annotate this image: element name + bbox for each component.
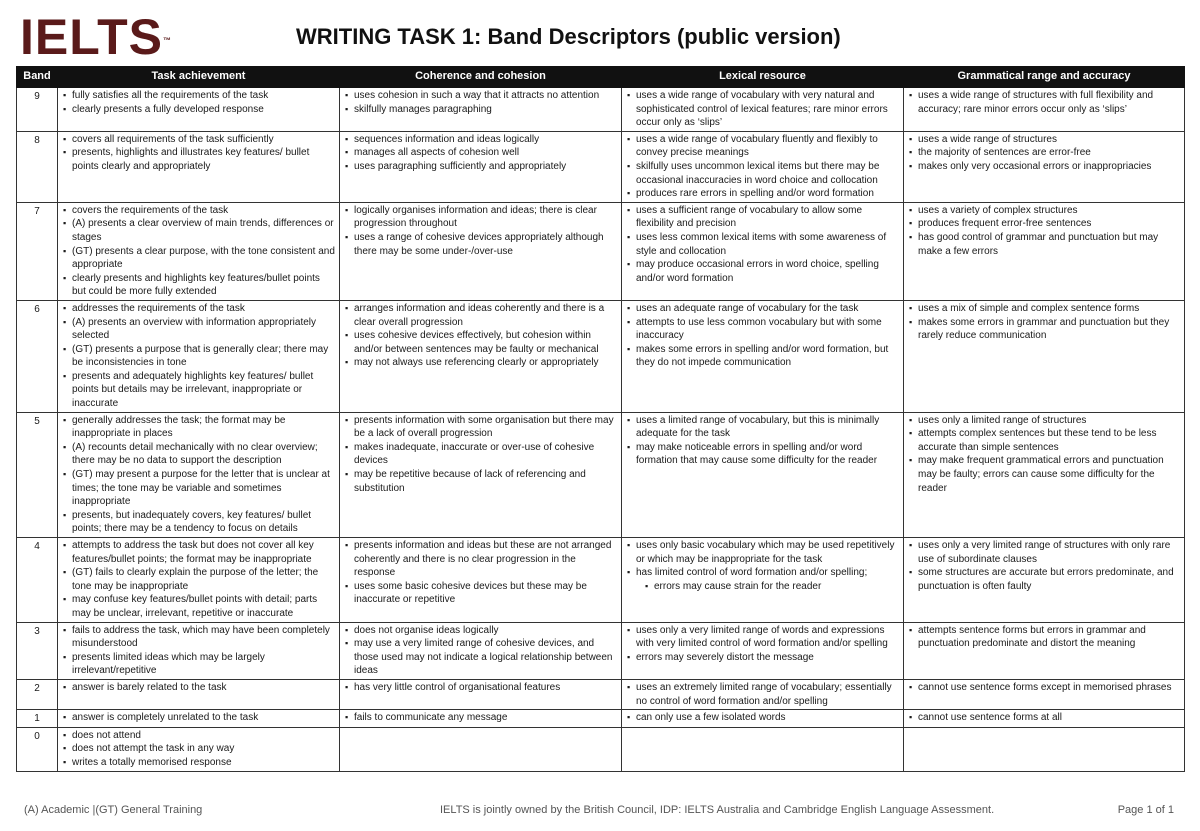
descriptor-item: ▪ presents information and ideas but these are not arranged coherently and there is no clear progression in the response (354, 539, 617, 580)
task-achievement-cell (58, 679, 340, 709)
descriptor-item: ▪ generally addresses the task; the format may be inappropriate in places (72, 414, 335, 441)
descriptor-item: ▪ fails to communicate any message (354, 711, 617, 725)
header-task-achievement: Task achievement (58, 67, 340, 88)
descriptor-item: ▪ uses only a limited range of structures (918, 414, 1180, 428)
descriptor-item: ▪ uses some basic cohesive devices but these may be inaccurate or repetitive (354, 580, 617, 607)
descriptor-item: ▪ the majority of sentences are error-free (918, 146, 1180, 160)
descriptor-item: ▪ produces rare errors in spelling and/or word formation (636, 187, 899, 201)
descriptor-item: ▪ uses only basic vocabulary which may be used repetitively or which may be inappropriate for the task (636, 539, 899, 566)
descriptor-item: ▪ may make frequent grammatical errors and punctuation may be faulty; errors can cause some difficulty for the reader (918, 454, 1180, 495)
descriptor-item: ▪ makes some errors in grammar and punctuation but they rarely reduce communication (918, 316, 1180, 343)
descriptor-item: ▪ clearly presents a fully developed response (72, 103, 335, 117)
descriptor-item: ▪ manages all aspects of cohesion well (354, 146, 617, 160)
task-achievement-cell (58, 710, 340, 728)
descriptor-item: ▪ attempts to address the task but does not cover all key features/bullet points; the format may be inappropriate (72, 539, 335, 566)
descriptor-item: ▪ uses an extremely limited range of vocabulary; essentially no control of word formation and/or spelling (636, 681, 899, 708)
table-row (17, 300, 1185, 412)
lexical-resource-cell (622, 412, 904, 537)
task-achievement-cell (58, 538, 340, 623)
table-row (17, 202, 1185, 300)
descriptor-item: ▪ may not always use referencing clearly or appropriately (354, 356, 617, 370)
descriptor-item: ▪ attempts complex sentences but these tend to be less accurate than simple sentences (918, 427, 1180, 454)
descriptor-item: ▪ skilfully manages paragraphing (354, 103, 617, 117)
descriptor-item: ▪ presents limited ideas which may be largely irrelevant/repetitive (72, 651, 335, 678)
descriptor-item: ▪ sequences information and ideas logically (354, 133, 617, 147)
descriptor-item: ▪ answer is completely unrelated to the task (72, 711, 335, 725)
coherence-cohesion-cell (340, 622, 622, 679)
task-achievement-cell (58, 412, 340, 537)
table-row (17, 727, 1185, 771)
descriptor-item: ▪ cannot use sentence forms at all (918, 711, 1180, 725)
coherence-cohesion-cell (340, 538, 622, 623)
descriptor-item: ▪ has limited control of word formation and/or spelling; (636, 566, 899, 580)
descriptor-item: ▪ can only use a few isolated words (636, 711, 899, 725)
grammatical-range-cell (904, 622, 1185, 679)
header-coherence-cohesion: Coherence and cohesion (340, 67, 622, 88)
descriptor-item: ▪ makes inadequate, inaccurate or over-use of cohesive devices (354, 441, 617, 468)
coherence-cohesion-cell (340, 412, 622, 537)
descriptor-item: ▪ uses a wide range of vocabulary with very natural and sophisticated control of lexical features; rare minor errors occur only as ‘slips’ (636, 89, 899, 130)
page-title: WRITING TASK 1: Band Descriptors (public version) (296, 24, 841, 49)
descriptor-item: ▪ fully satisfies all the requirements of the task (72, 89, 335, 103)
descriptor-item: ▪ uses an adequate range of vocabulary for the task (636, 302, 899, 316)
lexical-resource-cell (622, 88, 904, 132)
coherence-cohesion-cell (340, 679, 622, 709)
descriptor-item: ▪ presents, but inadequately covers, key features/ bullet points; there may be a tendency to focus on details (72, 509, 335, 536)
lexical-resource-cell (622, 727, 904, 771)
descriptor-item: ▪ may use a very limited range of cohesive devices, and those used may not indicate a logical relationship between ideas (354, 637, 617, 678)
descriptor-item: ▪ uses only a very limited range of words and expressions with very limited control of word formation and/or spelling (636, 624, 899, 651)
descriptor-item: ▪ cannot use sentence forms except in memorised phrases (918, 681, 1180, 695)
header-band: Band (17, 67, 58, 88)
band-score: 4 (17, 538, 58, 623)
footer-page-number: Page 1 of 1 (1117, 804, 1174, 816)
descriptor-item: ▪ (GT) presents a clear purpose, with the tone consistent and appropriate (72, 245, 335, 272)
descriptor-item: ▪ uses a mix of simple and complex sentence forms (918, 302, 1180, 316)
coherence-cohesion-cell (340, 710, 622, 728)
table-row (17, 622, 1185, 679)
lexical-resource-cell (622, 538, 904, 623)
lexical-resource-cell (622, 300, 904, 412)
grammatical-range-cell (904, 88, 1185, 132)
descriptor-item: ▪ has good control of grammar and punctuation but may make a few errors (918, 231, 1180, 258)
table-header-row (17, 67, 1185, 88)
descriptor-item: ▪ skilfully uses uncommon lexical items but there may be occasional inaccuracies in word choice and collocation (636, 160, 899, 187)
footer-legend: (A) Academic |(GT) General Training (24, 804, 203, 816)
band-score: 2 (17, 679, 58, 709)
table-row (17, 88, 1185, 132)
descriptor-item: ▪ arranges information and ideas coherently and there is a clear overall progression (354, 302, 617, 329)
descriptor-sub-item: ▪ errors may cause strain for the reader (636, 580, 899, 594)
descriptor-item: ▪ uses a wide range of vocabulary fluently and flexibly to convey precise meanings (636, 133, 899, 160)
descriptor-item: ▪ covers the requirements of the task (72, 204, 335, 218)
table-row (17, 131, 1185, 202)
task-achievement-cell (58, 88, 340, 132)
descriptor-item: ▪ attempts to use less common vocabulary but with some inaccuracy (636, 316, 899, 343)
descriptor-item: ▪ uses a wide range of structures with full flexibility and accuracy; rare minor errors occur only as ‘slips’ (918, 89, 1180, 116)
grammatical-range-cell (904, 412, 1185, 537)
band-score: 8 (17, 131, 58, 202)
grammatical-range-cell (904, 710, 1185, 728)
descriptor-item: ▪ presents information with some organisation but there may be a lack of overall progression (354, 414, 617, 441)
band-descriptors-table (16, 66, 1185, 772)
descriptor-item: ▪ makes some errors in spelling and/or word formation, but they do not impede communication (636, 343, 899, 370)
descriptor-item: ▪ may make noticeable errors in spelling and/or word formation that may cause some difficulty for the reader (636, 441, 899, 468)
grammatical-range-cell (904, 202, 1185, 300)
descriptor-item: ▪ covers all requirements of the task sufficiently (72, 133, 335, 147)
descriptor-item: ▪ may produce occasional errors in word choice, spelling and/or word formation (636, 258, 899, 285)
descriptor-item: ▪ attempts sentence forms but errors in grammar and punctuation predominate and distort the meaning (918, 624, 1180, 651)
header-lexical-resource: Lexical resource (622, 67, 904, 88)
band-score: 7 (17, 202, 58, 300)
descriptor-item: ▪ (GT) may present a purpose for the letter that is unclear at times; the tone may be variable and sometimes inappropriate (72, 468, 335, 509)
table-row (17, 538, 1185, 623)
descriptor-item: ▪ has very little control of organisational features (354, 681, 617, 695)
descriptor-item: ▪ (A) recounts detail mechanically with no clear overview; there may be no data to support the description (72, 441, 335, 468)
band-score: 3 (17, 622, 58, 679)
task-achievement-cell (58, 300, 340, 412)
lexical-resource-cell (622, 679, 904, 709)
descriptor-item: ▪ writes a totally memorised response (72, 756, 335, 770)
task-achievement-cell (58, 202, 340, 300)
descriptor-item: ▪ errors may severely distort the message (636, 651, 899, 665)
descriptor-item: ▪ answer is barely related to the task (72, 681, 335, 695)
coherence-cohesion-cell (340, 131, 622, 202)
header-grammatical-range: Grammatical range and accuracy (904, 67, 1185, 88)
descriptor-item: ▪ produces frequent error-free sentences (918, 217, 1180, 231)
coherence-cohesion-cell (340, 88, 622, 132)
descriptor-item: ▪ clearly presents and highlights key features/bullet points but could be more fully extended (72, 272, 335, 299)
descriptor-item: ▪ makes only very occasional errors or inappropriacies (918, 160, 1180, 174)
grammatical-range-cell (904, 727, 1185, 771)
descriptor-item: ▪ presents and adequately highlights key features/ bullet points but details may be irrelevant, inappropriate or inaccurate (72, 370, 335, 411)
table-row (17, 412, 1185, 537)
descriptor-item: ▪ uses less common lexical items with some awareness of style and collocation (636, 231, 899, 258)
table-row (17, 679, 1185, 709)
descriptor-item: ▪ does not attempt the task in any way (72, 742, 335, 756)
descriptor-item: ▪ uses a range of cohesive devices appropriately although there may be some under-/over-use (354, 231, 617, 258)
coherence-cohesion-cell (340, 727, 622, 771)
lexical-resource-cell (622, 622, 904, 679)
descriptor-item: ▪ (GT) presents a purpose that is generally clear; there may be inconsistencies in tone (72, 343, 335, 370)
lexical-resource-cell (622, 710, 904, 728)
descriptor-item: ▪ some structures are accurate but errors predominate, and punctuation is often faulty (918, 566, 1180, 593)
descriptor-item: ▪ logically organises information and ideas; there is clear progression throughout (354, 204, 617, 231)
descriptor-item: ▪ fails to address the task, which may have been completely misunderstood (72, 624, 335, 651)
descriptor-item: ▪ uses only a very limited range of structures with only rare use of subordinate clauses (918, 539, 1180, 566)
descriptor-item: ▪ (A) presents an overview with information appropriately selected (72, 316, 335, 343)
coherence-cohesion-cell (340, 202, 622, 300)
descriptor-item: ▪ uses a wide range of structures (918, 133, 1180, 147)
descriptor-item: ▪ does not organise ideas logically (354, 624, 617, 638)
task-achievement-cell (58, 622, 340, 679)
descriptor-item: ▪ uses a variety of complex structures (918, 204, 1180, 218)
descriptor-item: ▪ presents, highlights and illustrates key features/ bullet points clearly and appropriately (72, 146, 335, 173)
grammatical-range-cell (904, 538, 1185, 623)
grammatical-range-cell (904, 679, 1185, 709)
descriptor-item: ▪ (GT) fails to clearly explain the purpose of the letter; the tone may be inappropriate (72, 566, 335, 593)
task-achievement-cell (58, 131, 340, 202)
descriptor-item: ▪ uses cohesive devices effectively, but cohesion within and/or between sentences may be faulty or mechanical (354, 329, 617, 356)
ielts-logo: IELTS™ (20, 9, 172, 65)
grammatical-range-cell (904, 300, 1185, 412)
descriptor-item: ▪ uses a limited range of vocabulary, but this is minimally adequate for the task (636, 414, 899, 441)
descriptor-item: ▪ (A) presents a clear overview of main trends, differences or stages (72, 217, 335, 244)
descriptor-item: ▪ addresses the requirements of the task (72, 302, 335, 316)
descriptor-item: ▪ may be repetitive because of lack of referencing and substitution (354, 468, 617, 495)
descriptor-item: ▪ uses a sufficient range of vocabulary to allow some flexibility and precision (636, 204, 899, 231)
descriptor-item: ▪ does not attend (72, 729, 335, 743)
band-score: 1 (17, 710, 58, 728)
band-score: 9 (17, 88, 58, 132)
lexical-resource-cell (622, 131, 904, 202)
descriptor-item: ▪ uses paragraphing sufficiently and appropriately (354, 160, 617, 174)
coherence-cohesion-cell (340, 300, 622, 412)
task-achievement-cell (58, 727, 340, 771)
descriptor-item: ▪ uses cohesion in such a way that it attracts no attention (354, 89, 617, 103)
lexical-resource-cell (622, 202, 904, 300)
band-score: 0 (17, 727, 58, 771)
band-score: 6 (17, 300, 58, 412)
band-score: 5 (17, 412, 58, 537)
descriptor-item: ▪ may confuse key features/bullet points with detail; parts may be unclear, irrelevant, repetitive or inaccurate (72, 593, 335, 620)
table-row (17, 710, 1185, 728)
footer-ownership: IELTS is jointly owned by the British Council, IDP: IELTS Australia and Cambridge English Language Assessment. (440, 804, 995, 816)
grammatical-range-cell (904, 131, 1185, 202)
